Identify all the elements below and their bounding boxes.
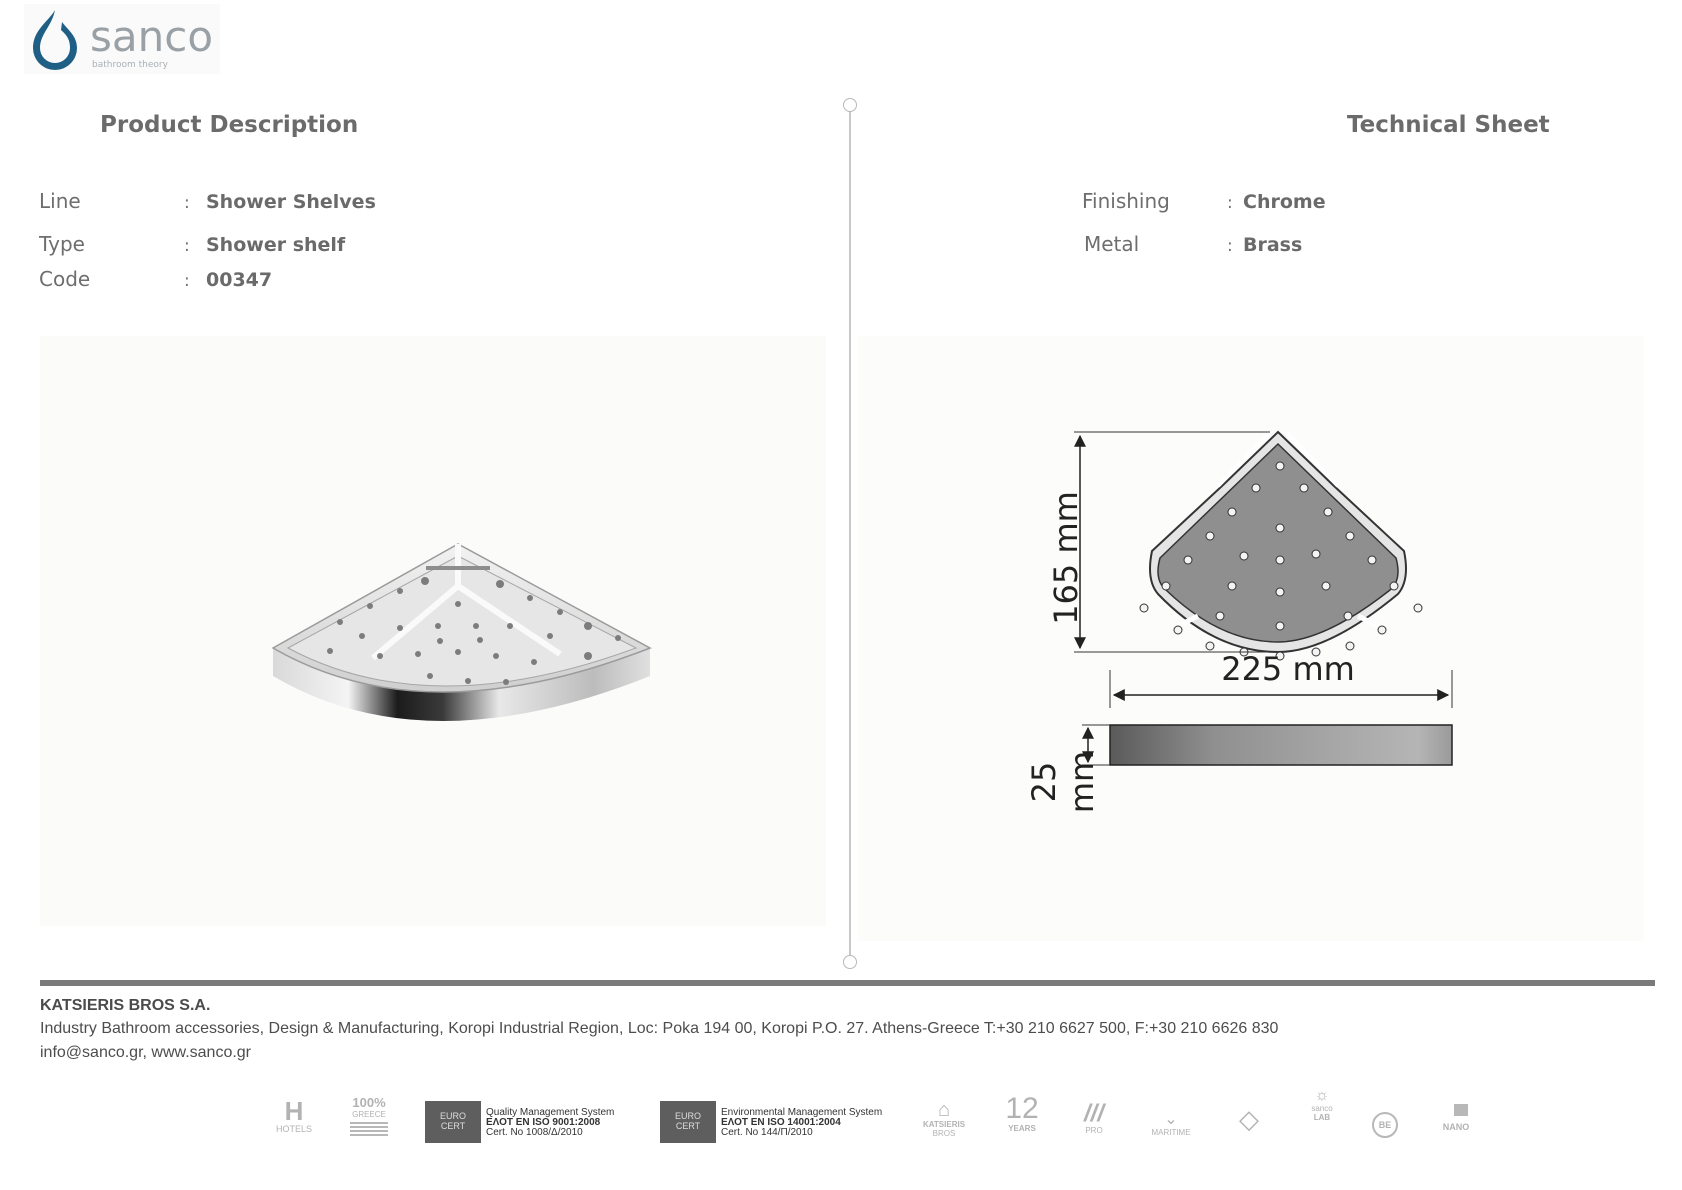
product-description-title: Product Description: [100, 112, 359, 138]
line-value: Shower Shelves: [206, 191, 376, 213]
corner-shelf-photo: [40, 336, 826, 926]
line-colon: :: [184, 193, 190, 213]
projects-badge: /// PRO: [1083, 1100, 1104, 1135]
code-label: Code: [39, 267, 91, 291]
code-value: 00347: [206, 269, 273, 291]
company-address: Industry Bathroom accessories, Design & Manufacturing, Koropi Industrial Region, Loc: Poka 194 00, Koropi P.O. 27. Athens-Greece T:+30 210 6627 500, F:+30 210 6626 830: [40, 1020, 1279, 1037]
iso-14001-cert: Environmental Management System ΕΛΟΤ EN ISO 14001:2004 Cert. No 144/Π/2010: [721, 1107, 883, 1138]
width-dimension-label: 225 mm: [1221, 650, 1355, 688]
finishing-colon: :: [1227, 193, 1233, 213]
sanco-lab-badge: ☼ sanco LAB: [1311, 1087, 1333, 1122]
code-colon: :: [184, 271, 190, 291]
divider-bottom-cap: [843, 955, 857, 969]
made-in-greece-badge: 100% GREECE: [346, 1096, 392, 1138]
divider-top-cap: [843, 98, 857, 112]
logo-tagline: bathroom theory: [92, 60, 168, 70]
sanco-logo: [24, 4, 220, 74]
product-photo: [40, 336, 826, 926]
eurocert-logo-icon-2: EURO CERT: [660, 1101, 716, 1143]
metal-value: Brass: [1243, 234, 1303, 256]
finishing-value: Chrome: [1243, 191, 1326, 213]
depth-dimension-label: 25 mm: [1025, 750, 1101, 814]
technical-drawing: [858, 336, 1644, 941]
type-label: Type: [39, 232, 85, 256]
height-dimension-label: 165 mm: [1047, 491, 1085, 625]
droplet-logo-icon: [28, 8, 82, 72]
company-name: KATSIERIS BROS S.A.: [40, 997, 211, 1014]
dimension-drawing: [858, 336, 1644, 941]
twelve-years-badge: 12 YEARS: [1005, 1092, 1039, 1133]
line-label: Line: [39, 189, 81, 213]
finishing-label: Finishing: [1082, 189, 1170, 213]
company-contact: info@sanco.gr, www.sanco.gr: [40, 1044, 252, 1061]
iso-9001-cert: Quality Management System ΕΛΟΤ EN ISO 9001:2008 Cert. No 1008/Δ/2010: [486, 1107, 615, 1138]
eurocert-logo-icon: EURO CERT: [425, 1101, 481, 1143]
technical-sheet-title: Technical Sheet: [1347, 112, 1550, 138]
katsieris-bros-badge: ⌂ KATSIERIS BROS: [922, 1099, 966, 1138]
logo-wordmark: sanco: [90, 12, 214, 61]
metal-colon: :: [1227, 236, 1233, 256]
vertical-divider: [849, 106, 851, 959]
metal-label: Metal: [1084, 232, 1140, 256]
footer-divider: [40, 980, 1655, 986]
home-badge: ◇: [1239, 1104, 1259, 1134]
nano-chrome-badge: NANO: [1436, 1104, 1476, 1132]
type-value: Shower shelf: [206, 234, 346, 256]
hotels-badge: H HOTELS: [275, 1096, 312, 1134]
maritime-badge: ⌄ MARITIME: [1151, 1111, 1191, 1137]
type-colon: :: [184, 236, 190, 256]
be-spare-badge: BE: [1368, 1112, 1402, 1138]
